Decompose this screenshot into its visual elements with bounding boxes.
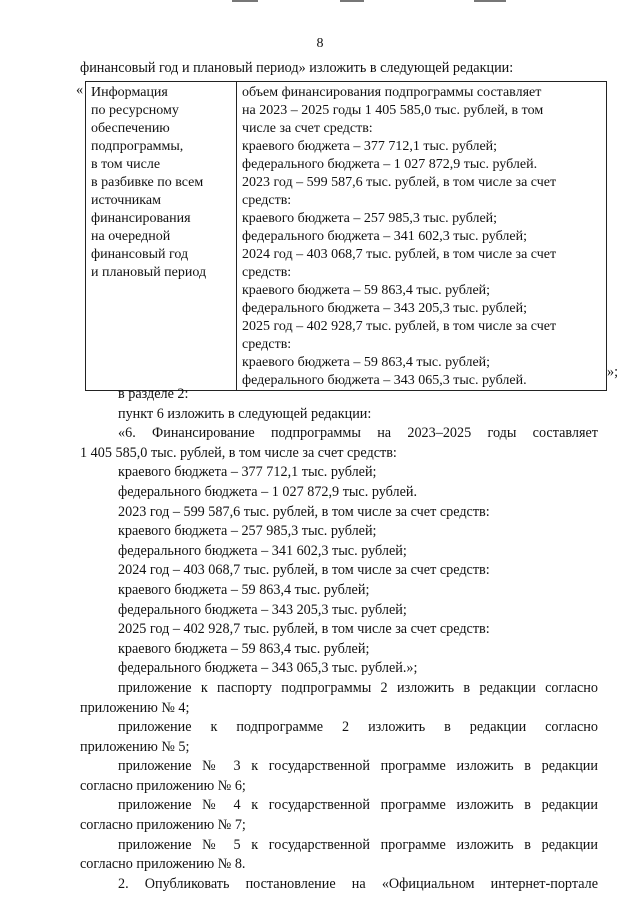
funding-line: краевого бюджета – 257 985,3 тыс. рублей;: [242, 211, 498, 226]
funding-line: средств:: [242, 265, 292, 280]
paragraph: в разделе 2:: [118, 386, 189, 402]
funding-volume-cell: [237, 82, 607, 391]
funding-line: краевого бюджета – 59 863,4 тыс. рублей;: [242, 355, 491, 370]
paragraph: приложению № 4;: [80, 699, 190, 716]
paragraph: «6. Финансирование подпрограммы на 2023–2025 годы составляет: [118, 425, 598, 442]
funding-line: 2023 год – 599 587,6 тыс. рублей, в том числе за счет: [242, 175, 557, 190]
paragraph: пункт 6 изложить в следующей редакции:: [118, 405, 372, 422]
paragraph: приложению № 5;: [80, 738, 190, 755]
funding-line: средств:: [242, 337, 292, 352]
label-line: подпрограммы,: [91, 139, 184, 154]
paragraph: 2. Опубликовать постановление на «Официальном интернет-портале: [118, 875, 598, 892]
paragraph: федерального бюджета – 1 027 872,9 тыс. рублей.: [118, 483, 418, 500]
funding-line: федерального бюджета – 341 602,3 тыс. рублей;: [242, 229, 527, 244]
label-line: в том числе: [91, 157, 161, 172]
label-line: финансовый год: [91, 247, 189, 262]
paragraph: краевого бюджета – 59 863,4 тыс. рублей;: [118, 581, 370, 598]
paragraph: приложение № 4 к государственной программе изложить в редакции: [118, 797, 598, 814]
label-line: и плановый период: [91, 265, 207, 280]
paragraph: 1 405 585,0 тыс. рублей, в том числе за счет средств:: [80, 444, 397, 461]
label-line: по ресурсному: [91, 103, 179, 118]
funding-line: краевого бюджета – 377 712,1 тыс. рублей;: [242, 139, 498, 154]
funding-line: объем финансирования подпрограммы составляет: [242, 85, 542, 100]
label-line: в разбивке по всем: [91, 175, 204, 190]
intro-line: финансовый год и плановый период» изложить в следующей редакции:: [80, 60, 514, 76]
resource-info-label-cell: [86, 82, 237, 391]
table-row: [86, 82, 607, 391]
funding-line: на 2023 – 2025 годы 1 405 585,0 тыс. рублей, в том: [242, 103, 544, 118]
paragraph: приложение № 5 к государственной программе изложить в редакции: [118, 836, 598, 853]
label-line: финансирования: [91, 211, 191, 226]
paragraph: краевого бюджета – 59 863,4 тыс. рублей;: [118, 640, 370, 657]
scan-edge-mark: [340, 0, 364, 2]
paragraph: 2025 год – 402 928,7 тыс. рублей, в том числе за счет средств:: [118, 621, 490, 638]
paragraph: федерального бюджета – 343 065,3 тыс. рублей.»;: [118, 660, 418, 677]
funding-line: 2025 год – 402 928,7 тыс. рублей, в том числе за счет: [242, 319, 557, 334]
scan-edge-mark: [232, 0, 258, 2]
document-body: [80, 385, 598, 894]
paragraph: приложение к паспорту подпрограммы 2 изложить в редакции согласно: [118, 679, 598, 696]
label-line: Информация: [91, 85, 168, 100]
page-number: 8: [316, 36, 324, 51]
paragraph: краевого бюджета – 377 712,1 тыс. рублей;: [118, 464, 377, 481]
paragraph: федерального бюджета – 341 602,3 тыс. рублей;: [118, 542, 407, 559]
paragraph: краевого бюджета – 257 985,3 тыс. рублей;: [118, 523, 377, 540]
quote-close: »;: [607, 364, 619, 380]
funding-line: числе за счет средств:: [242, 121, 373, 136]
label-line: обеспечению: [91, 121, 170, 136]
paragraph: приложение № 3 к государственной программе изложить в редакции: [118, 758, 598, 775]
label-line: источникам: [91, 193, 161, 208]
paragraph: 2024 год – 403 068,7 тыс. рублей, в том числе за счет средств:: [118, 562, 490, 579]
paragraph: 2023 год – 599 587,6 тыс. рублей, в том числе за счет средств:: [118, 503, 490, 520]
passport-table: [85, 81, 607, 391]
paragraph: согласно приложению № 8.: [80, 856, 246, 873]
paragraph: приложение к подпрограмме 2 изложить в редакции согласно: [118, 719, 598, 736]
funding-line: краевого бюджета – 59 863,4 тыс. рублей;: [242, 283, 491, 298]
funding-line: федерального бюджета – 343 065,3 тыс. рублей.: [242, 373, 527, 388]
label-line: на очередной: [91, 229, 171, 244]
paragraph: согласно приложению № 7;: [80, 817, 246, 834]
paragraph: федерального бюджета – 343 205,3 тыс. рублей;: [118, 601, 407, 618]
scan-edge-mark: [474, 0, 506, 2]
paragraph: согласно приложению № 6;: [80, 777, 246, 794]
funding-line: средств:: [242, 193, 292, 208]
funding-line: 2024 год – 403 068,7 тыс. рублей, в том числе за счет: [242, 247, 557, 262]
funding-line: федерального бюджета – 1 027 872,9 тыс. рублей.: [242, 157, 538, 172]
funding-line: федерального бюджета – 343 205,3 тыс. рублей;: [242, 301, 527, 316]
quote-open: «: [76, 82, 84, 98]
